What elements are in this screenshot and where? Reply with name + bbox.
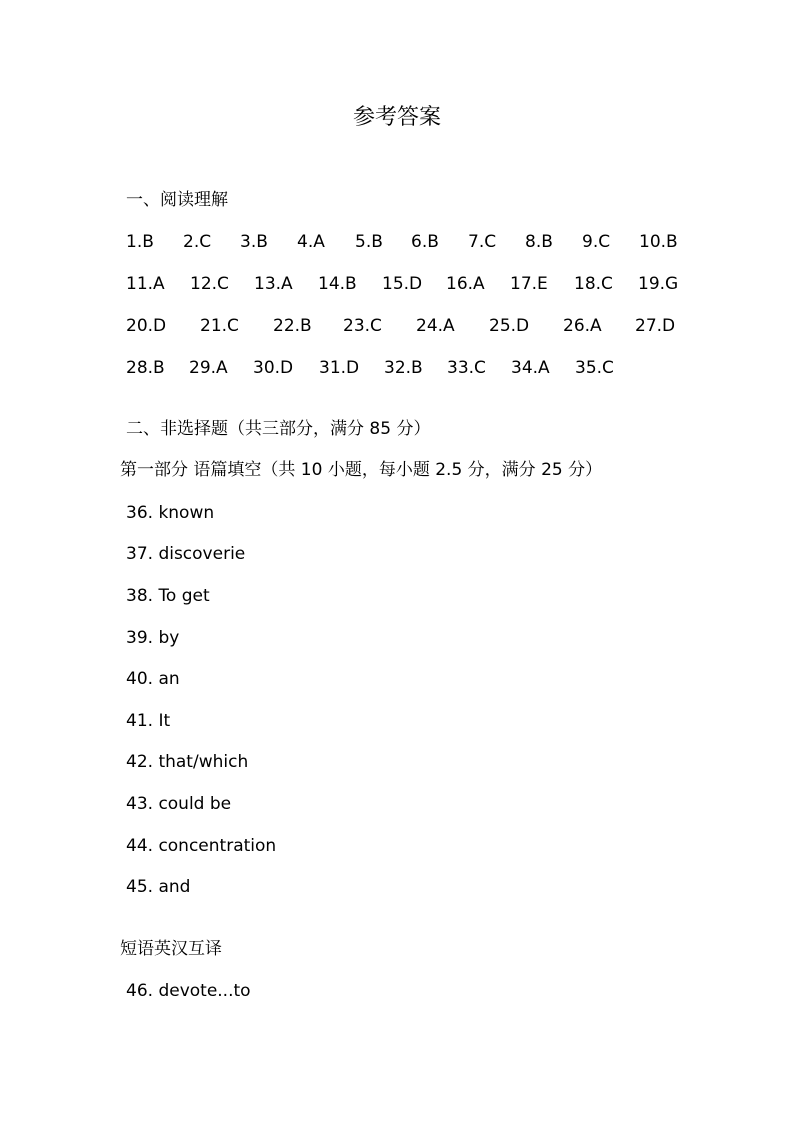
list-item: 39. by <box>126 628 180 648</box>
mc-row-2 <box>126 272 686 296</box>
part1-heading: 第一部分 语篇填空（共 10 小题，每小题 2.5 分，满分 25 分） <box>120 460 603 480</box>
list-item: 36. known <box>126 503 215 523</box>
mc-answer: 1.B <box>126 232 154 252</box>
part2-heading: 短语英汉互译 <box>120 939 222 959</box>
mc-answer: 35.C <box>575 358 614 378</box>
mc-answer: 17.E <box>510 274 548 294</box>
mc-answer: 28.B <box>126 358 165 378</box>
mc-answer: 23.C <box>343 316 382 336</box>
list-item: 37. discoverie <box>126 544 246 564</box>
section-reading-heading: 一、阅读理解 <box>126 190 228 210</box>
mc-answer: 18.C <box>574 274 613 294</box>
mc-answer: 11.A <box>126 274 165 294</box>
mc-answer: 34.A <box>511 358 550 378</box>
mc-answer: 5.B <box>355 232 383 252</box>
mc-answer: 13.A <box>254 274 293 294</box>
list-item: 41. It <box>126 711 171 731</box>
mc-answer: 7.C <box>468 232 497 252</box>
mc-answer: 31.D <box>319 358 360 378</box>
mc-answer: 4.A <box>297 232 325 252</box>
mc-answer: 22.B <box>273 316 312 336</box>
mc-answer: 2.C <box>183 232 212 252</box>
list-item: 40. an <box>126 669 180 689</box>
list-item: 43. could be <box>126 794 232 814</box>
mc-answer: 16.A <box>446 274 485 294</box>
mc-answer: 19.G <box>638 274 679 294</box>
mc-answer: 24.A <box>416 316 455 336</box>
mc-answer: 20.D <box>126 316 167 336</box>
mc-answer: 25.D <box>489 316 530 336</box>
mc-answer: 32.B <box>384 358 423 378</box>
mc-answer: 21.C <box>200 316 239 336</box>
mc-answer: 10.B <box>639 232 678 252</box>
mc-answer: 30.D <box>253 358 294 378</box>
list-item: 42. that/which <box>126 752 249 772</box>
list-item: 38. To get <box>126 586 210 606</box>
mc-answer: 9.C <box>582 232 611 252</box>
mc-answer: 29.A <box>189 358 228 378</box>
mc-answer: 14.B <box>318 274 357 294</box>
mc-answer: 33.C <box>447 358 486 378</box>
mc-row-4 <box>126 356 686 380</box>
mc-answer: 6.B <box>411 232 439 252</box>
mc-row-1 <box>126 230 686 254</box>
list-item: 44. concentration <box>126 836 277 856</box>
mc-row-3 <box>126 314 686 338</box>
mc-answer: 27.D <box>635 316 676 336</box>
mc-answer: 3.B <box>240 232 268 252</box>
page-title: 参考答案 <box>352 105 441 130</box>
list-item: 45. and <box>126 877 191 897</box>
list-item: 46. devote...to <box>126 981 251 1001</box>
section-nonchoice-heading: 二、非选择题（共三部分，满分 85 分） <box>126 419 431 439</box>
mc-answer: 26.A <box>563 316 602 336</box>
mc-answer: 12.C <box>190 274 229 294</box>
mc-answer: 15.D <box>382 274 423 294</box>
mc-answer: 8.B <box>525 232 553 252</box>
